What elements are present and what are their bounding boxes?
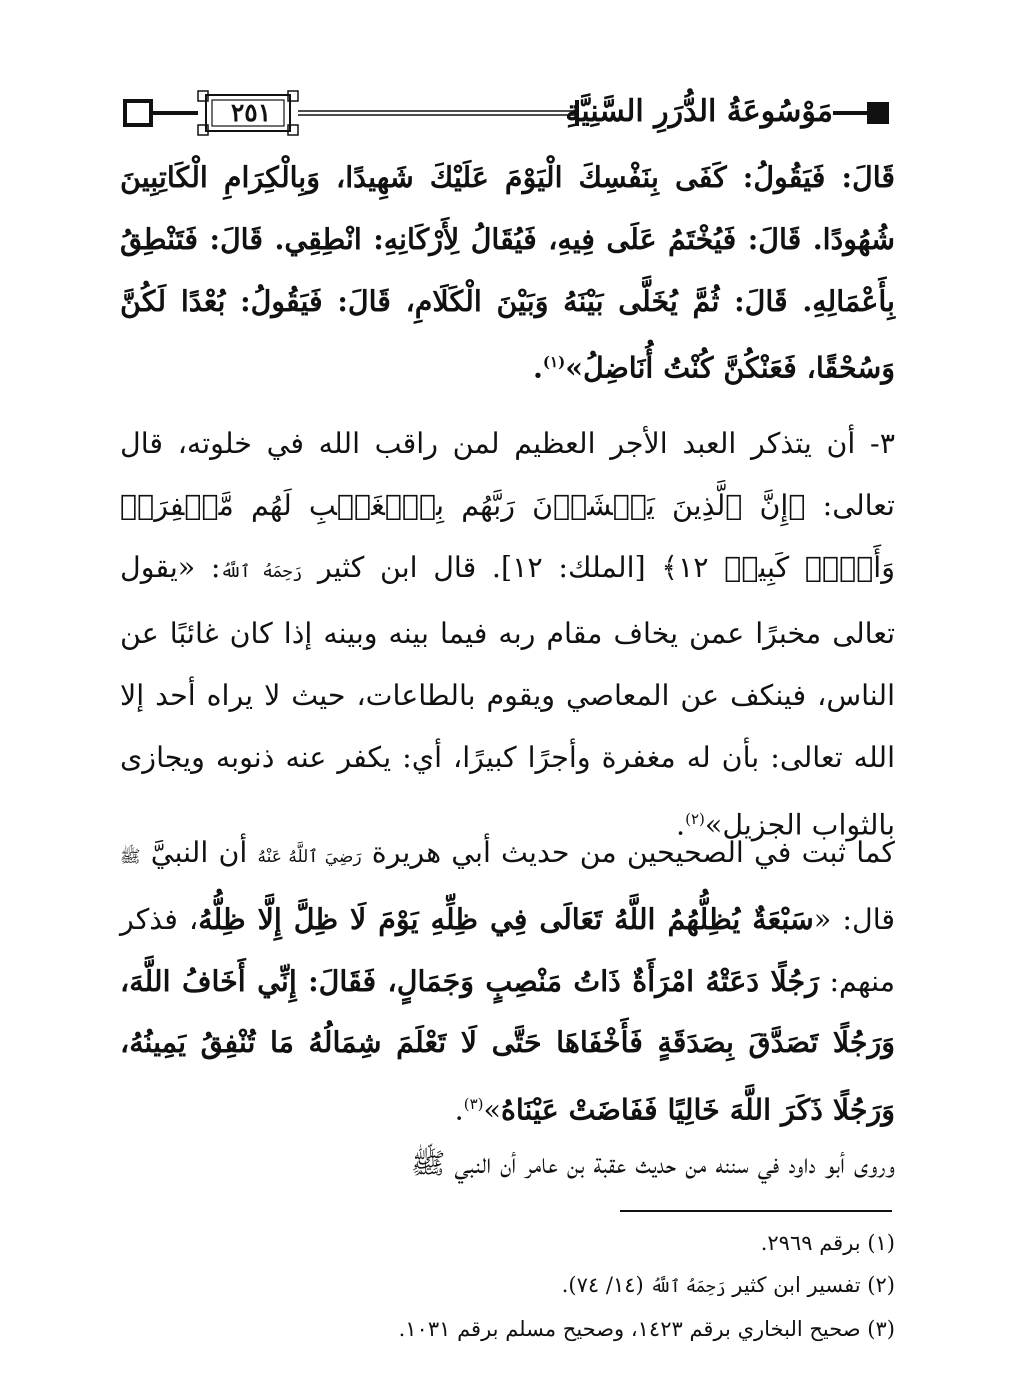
page-header xyxy=(120,88,895,140)
paragraph-2-text-a: ٣- أن يتذكر العبد الأجر العظيم لمن راقب الله في خلوته، قال تعالى: ﴿إِنَّ ٱلَّذِينَ يَخۡشَوۡنَ رَبَّهُم بِٱلۡغَيۡبِ لَهُم مَّغۡفِرَةٞ وَأَجۡرٞ كَبِيرٞ ١٢﴾ [الملك: ١٢]. قال ابن كثير xyxy=(120,427,895,584)
paragraph-3: كما ثبت في الصحيحين من حديث أبي هريرة رَضِيَ ٱللَّهُ عَنْهُ أن النبيَّ ﷺ قال: «سَبْعَةٌ يُظِلُّهُمُ اللَّهُ تَعَالَى فِي ظِلِّهِ يَوْمَ لَا ظِلَّ إِلَّا ظِلُّهُ، فذكر منهم: رَجُلًا دَعَتْهُ امْرَأَةٌ ذَاتُ مَنْصِبٍ وَجَمَالٍ، فَقَالَ: إِنِّي أَخَافُ اللَّهَ، وَرَجُلًا تَصَدَّقَ بِصَدَقَةٍ فَأَخْفَاهَا حَتَّى لَا تَعْلَمَ شِمَالُهُ مَا تُنْفِقُ يَمِينُهُ، وَرَجُلًا ذَكَرَ اللَّهَ خَالِيًا فَفَاضَتْ عَيْنَاهُ»$^{(٣)}$. xyxy=(120,836,896,1127)
hadith-text: قَالَ: فَيَقُولُ: كَفَى بِنَفْسِكَ الْيَوْمَ عَلَيْكَ شَهِيدًا، وَبِالْكِرَامِ الْكَاتِبِينَ شُهُودًا. قَالَ: فَيُخْتَمُ عَلَى فِيهِ، فَيُقَالُ لِأَرْكَانِهِ: انْطِقِي. قَالَ: فَتَنْطِقُ بِأَعْمَالِهِ. قَالَ: ثُمَّ يُخَلَّى بَيْنَهُ وَبَيْنَ الْكَلَامِ، قَالَ: فَيَقُولُ: بُعْدًا لَكُنَّ وَسُحْقًا، فَعَنْكُنَّ كُنْتُ أُنَاضِلُ» xyxy=(120,160,895,385)
hadith-text: رَجُلًا دَعَتْهُ امْرَأَةٌ ذَاتُ مَنْصِبٍ وَجَمَالٍ، فَقَالَ: إِنِّي أَخَافُ اللَّهَ، وَرَجُلًا تَصَدَّقَ بِصَدَقَةٍ فَأَخْفَاهَا حَتَّى لَا تَعْلَمَ شِمَالُهُ مَا تُنْفِقُ يَمِينُهُ، وَرَجُلًا ذَكَرَ اللَّهَ خَالِيًا فَفَاضَتْ عَيْنَاهُ xyxy=(120,963,895,1127)
footnote-2-text-a: (٢) تفسير ابن كثير xyxy=(732,1273,895,1297)
paragraph-4 xyxy=(120,1133,895,1195)
honorific: رَضِيَ ٱللَّهُ عَنْهُ xyxy=(257,847,362,867)
honorific: ﷺ xyxy=(120,847,141,867)
book-title: مَوْسُوعَةُ الدُّرَرِ السَّنِيَّةِ xyxy=(565,94,833,129)
paragraph-2: ٣- أن يتذكر العبد الأجر العظيم لمن راقب الله في خلوته، قال تعالى: ﴿إِنَّ ٱلَّذِينَ يَخۡشَوۡنَ رَبَّهُم بِٱلۡغَيۡبِ لَهُم مَّغۡفِرَةٞ وَأَجۡرٞ كَبِيرٞ ١٢﴾ [الملك: ١٢]. قال ابن كثير رَحِمَهُ ٱللَّهُ: «يقول تعالى مخبرًا عمن يخاف مقام ربه فيما بينه وبينه إذا كان غائبًا عن الناس، فينكف عن المعاصي ويقوم بالطاعات، حيث لا يراه أحد إلا الله تعالى: بأن له مغفرة وأجرًا كبيرًا، أي: يكفر عنه ذنوبه ويجازى بالثواب الجزيل»$^{(٢)}$. xyxy=(120,427,895,842)
paragraph-2-text-b: : «يقول تعالى مخبرًا عمن يخاف مقام ربه فيما بينه وبينه إذا كان غائبًا عن الناس، فينكف عن المعاصي ويقوم بالطاعات، حيث لا يراه أحد إلا الله تعالى: بأن له مغفرة وأجرًا كبيرًا، أي: يكفر عنه ذنوبه ويجازى بالثواب الجزيل» xyxy=(120,550,895,842)
footnote-3: (٣) صحيح البخاري برقم ١٤٢٣، وصحيح مسلم برقم ١٠٣١. xyxy=(398,1317,895,1341)
paragraph-3-text-c: قال: « xyxy=(813,902,895,936)
footnote-2-text-b: (١٤/ ٧٤). xyxy=(561,1273,644,1297)
paragraph-3-text-d: ، فذكر منهم: xyxy=(120,902,896,998)
hadith-text: سَبْعَةٌ يُظِلُّهُمُ اللَّهُ تَعَالَى فِي ظِلِّهِ يَوْمَ لَا ظِلَّ إِلَّا ظِلُّهُ xyxy=(198,901,814,936)
footnote-ref-2: (٢) xyxy=(685,809,705,828)
paragraph-3-text-e: » xyxy=(483,1093,501,1127)
paragraph-3-text-a: كما ثبت في الصحيحين من حديث أبي هريرة xyxy=(371,836,895,869)
footnotes xyxy=(120,1222,895,1350)
footnote-1: (١) برقم ٢٩٦٩. xyxy=(760,1231,895,1255)
header-left-square xyxy=(125,101,151,125)
paragraph-4-text: وروى أبو داود في سننه من حديث عقبة بن عامر أن النبي ﷺ xyxy=(410,1147,895,1180)
paragraph-3-text-b: أن النبيَّ xyxy=(150,836,248,869)
honorific: رَحِمَهُ ٱللَّهُ xyxy=(220,561,303,582)
footnote-ref-3: (٣) xyxy=(463,1095,484,1114)
footnote-ref-1: (١) xyxy=(542,353,566,372)
honorific: رَحِمَهُ ٱللَّهُ xyxy=(650,1277,726,1297)
footnote-2 xyxy=(120,1264,895,1308)
page-number: ٢٥١ xyxy=(230,98,272,127)
header-right-square xyxy=(867,102,889,124)
footnote-separator xyxy=(620,1210,892,1212)
paragraph-1: قَالَ: فَيَقُولُ: كَفَى بِنَفْسِكَ الْيَوْمَ عَلَيْكَ شَهِيدًا، وَبِالْكِرَامِ الْكَاتِبِينَ شُهُودًا. قَالَ: فَيُخْتَمُ عَلَى فِيهِ، فَيُقَالُ لِأَرْكَانِهِ: انْطِقِي. قَالَ: فَتَنْطِقُ بِأَعْمَالِهِ. قَالَ: ثُمَّ يُخَلَّى بَيْنَهُ وَبَيْنَ الْكَلَامِ، قَالَ: فَيَقُولُ: بُعْدًا لَكُنَّ وَسُحْقًا، فَعَنْكُنَّ كُنْتُ أُنَاضِلُ»$^{(١)}$. xyxy=(120,160,895,385)
